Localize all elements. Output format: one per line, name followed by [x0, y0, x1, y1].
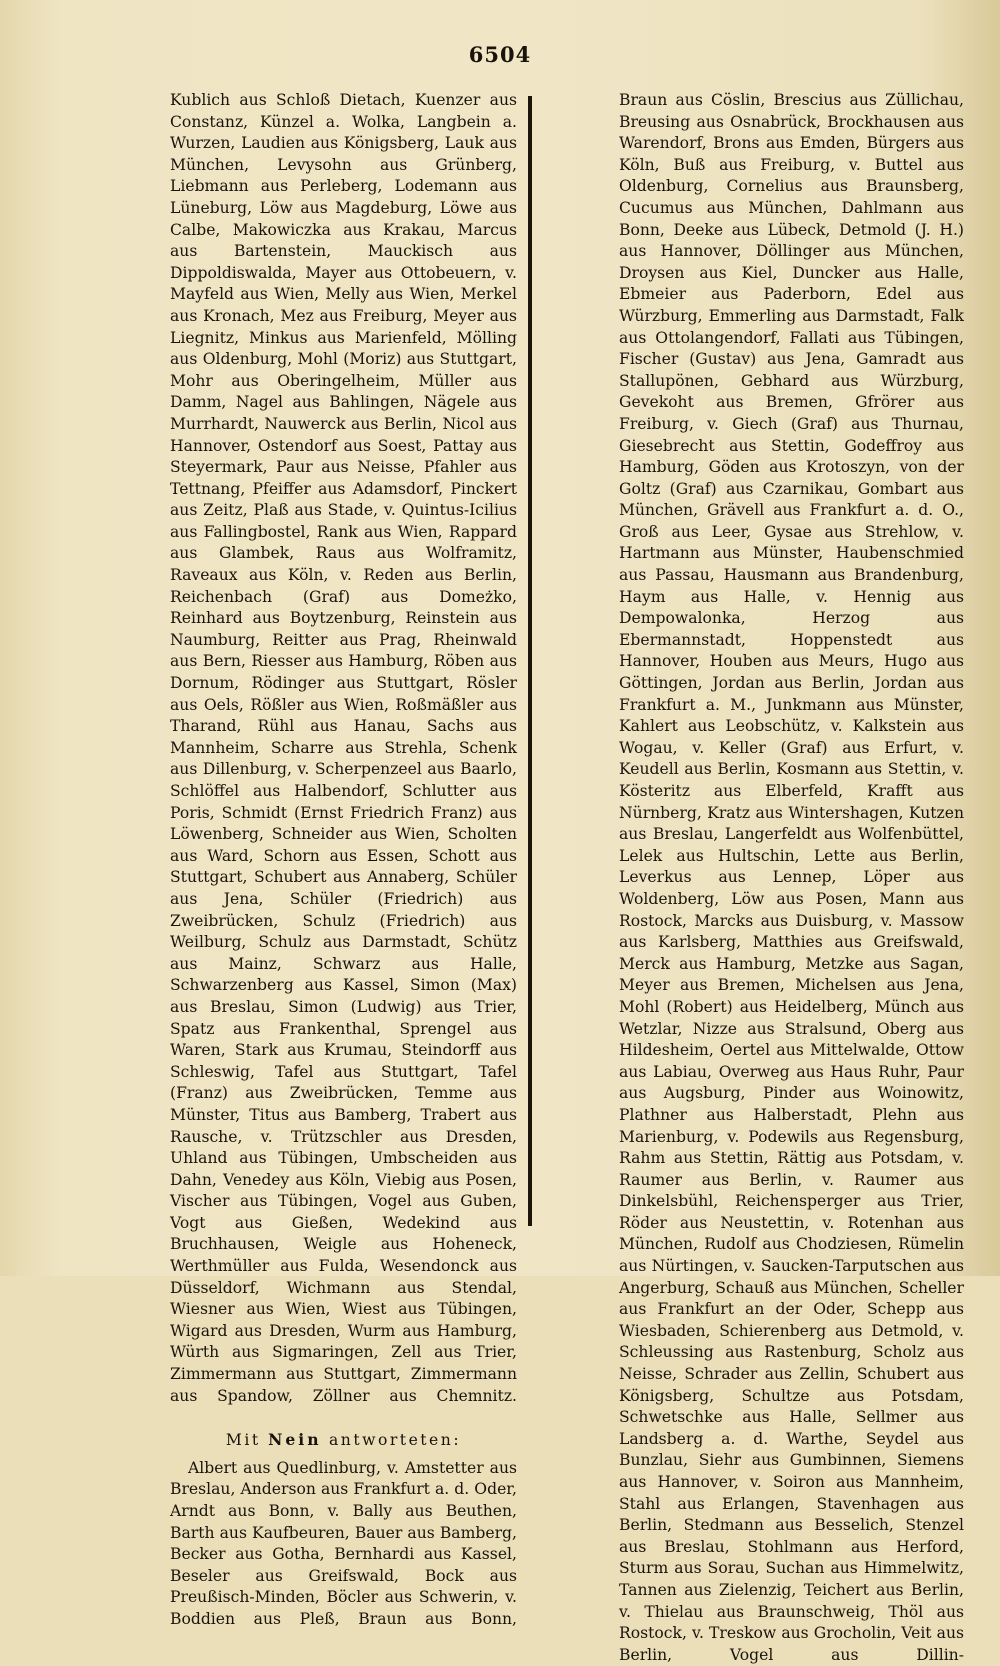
no-list-start: Albert aus Quedlinburg, v. Amstetter aus Breslau, Anderson aus Frankfurt a. d. Oder, Arndt aus Bonn, v. Bally aus Beuthen, Barth aus Kaufbeuren, Bauer aus Bamberg, Becker aus Gotha, Bernhardi aus Kassel, Beseler aus Greifswald, Bock aus Preußisch-Minden, Böcler aus Schwerin, v. Boddien aus Pleß, Braun aus Bonn,: [170, 1458, 517, 1628]
section-heading-no: [170, 1429, 517, 1452]
yes-list-continued: Kublich aus Schloß Dietach, Kuenzer aus Constanz, Künzel a. Wolka, Langbein a. Wurzen, Laudien aus Königsberg, Lauk aus München, Levysohn aus Grünberg, Liebmann aus Perleberg, Lodemann aus Lüneburg, Löw aus Magdeburg, Löwe aus Calbe, Makowiczka aus Krakau, Marcus aus Bartenstein, Mauckisch aus Dippoldiswalda, Mayer aus Ottobeuern, v. Mayfeld aus Wien, Melly aus Wien, Merkel aus Kronach, Mez aus Freiburg, Meyer aus Liegnitz, Minkus aus Marienfeld, Mölling aus Oldenburg, Mohl (Moriz) aus Stuttgart, Mohr aus Oberingelheim, Müller aus Damm, Nagel aus Bahlingen, Nägele aus Murrhardt, Nauwerck aus Berlin, Nicol aus Hannover, Ostendorf aus Soest, Pattay aus Steyermark, Paur aus Neisse, Pfahler aus Tettnang, Pfeiffer aus Adamsdorf, Pinckert aus Zeitz, Plaß aus Stade, v. Quintus-Icilius aus Fallingbostel, Rank aus Wien, Rappard aus Glambek, Raus aus Wolframitz, Raveaux aus Köln, v. Reden aus Berlin, Reichenbach (Graf) aus Domeżko, Reinhard aus Boytzenburg, Reinstein aus Naumburg, Reitter aus Prag, Rheinwald aus Bern, Riesser aus Hamburg, Röben aus Dornum, Rödinger aus Stuttgart, Rösler aus Oels, Rößler aus Wien, Roßmäßler aus Tharand, Rühl aus Hanau, Sachs aus Mannheim, Scharre aus Strehla, Schenk aus Dillenburg, v. Scherpenzeel aus Baarlo, Schlöffel aus Halbendorf, Schlutter aus Poris, Schmidt (Ernst Friedrich Franz) aus Löwenberg, Schneider aus Wien, Scholten aus Ward, Schorn aus Essen, Schott aus Stuttgart, Schubert aus Annaberg, Schüler aus Jena, Schüler (Friedrich) aus Zweibrücken, Schulz (Friedrich) aus Weilburg, Schulz aus Darmstadt, Schütz aus Mainz, Schwarz aus Halle, Schwarzenberg aus Kassel, Simon (Max) aus Breslau, Simon (Ludwig) aus Trier, Spatz aus Frankenthal, Sprengel aus Waren, Stark aus Krumau, Steindorff aus Schleswig, Tafel aus Stuttgart, Tafel (Franz) aus Zweibrücken, Temme aus Münster, Titus aus Bamberg, Trabert aus Rausche, v. Trützschler aus Dresden, Uhland aus Tübingen, Umbscheiden aus Dahn, Venedey aus Köln, Viebig aus Posen, Vischer aus Tübingen, Vogel aus Guben, Vogt aus Gießen, Wedekind aus Bruchhausen, Weigle aus Hoheneck, Werthmüller aus Fulda, Wesendonck aus Düsseldorf, Wichmann aus Stendal, Wiesner aus Wien, Wiest aus Tübingen, Wigard aus Dresden, Wurm aus Hamburg, Würth aus Sigmaringen, Zell aus Trier, Zimmermann aus Stuttgart, Zimmermann aus Spandow, Zöllner aus Chemnitz.: [170, 91, 517, 1405]
heading-prefix: Mit: [225, 1431, 261, 1450]
page-number: 6504: [468, 42, 532, 67]
no-list-continued: Braun aus Cöslin, Brescius aus Züllichau, Breusing aus Osnabrück, Brockhausen aus Warendorf, Brons aus Emden, Bürgers aus Köln, Buß aus Freiburg, v. Buttel aus Oldenburg, Cornelius aus Braunsberg, Cucumus aus München, Dahlmann aus Bonn, Deeke aus Lübeck, Detmold (J. H.) aus Hannover, Döllinger aus München, Droysen aus Kiel, Duncker aus Halle, Ebmeier aus Paderborn, Edel aus Würzburg, Emmerling aus Darmstadt, Falk aus Ottolangendorf, Fallati aus Tübingen, Fischer (Gustav) aus Jena, Gamradt aus Stallupönen, Gebhard aus Würzburg, Gevekoht aus Bremen, Gfrörer aus Freiburg, v. Giech (Graf) aus Thurnau, Giesebrecht aus Stettin, Godeffroy aus Hamburg, Göden aus Krotoszyn, von der Goltz (Graf) aus Czarnikau, Gombart aus München, Grävell aus Frankfurt a. d. O., Groß aus Leer, Gysae aus Strehlow, v. Hartmann aus Münster, Haubenschmied aus Passau, Hausmann aus Brandenburg, Haym aus Halle, v. Hennig aus Dempowalonka, Herzog aus Ebermannstadt, Hoppenstedt aus Hannover, Houben aus Meurs, Hugo aus Göttingen, Jordan aus Berlin, Jordan aus Frankfurt a. M., Junkmann aus Münster, Kahlert aus Leobschütz, v. Kalkstein aus Wogau, v. Keller (Graf) aus Erfurt, v. Keudell aus Berlin, Kosmann aus Stettin, v. Kösteritz aus Elberfeld, Krafft aus Nürnberg, Kratz aus Wintershagen, Kutzen aus Breslau, Langerfeldt aus Wolfenbüttel, Lelek aus Hultschin, Lette aus Berlin, Leverkus aus Lennep, Löper aus Woldenberg, Löw aus Posen, Mann aus Rostock, Marcks aus Duisburg, v. Massow aus Karlsberg, Matthies aus Greifswald, Merck aus Hamburg, Metzke aus Sagan, Meyer aus Bremen, Michelsen aus Jena, Mohl (Robert) aus Heidelberg, Münch aus Wetzlar, Nizze aus Stralsund, Oberg aus Hildesheim, Oertel aus Mittelwalde, Ottow aus Labiau, Overweg aus Haus Ruhr, Paur aus Augsburg, Pinder aus Woinowitz, Plathner aus Halberstadt, Plehn aus Marienburg, v. Podewils aus Regensburg, Rahm aus Stettin, Rättig aus Potsdam, v. Raumer aus Berlin, v. Raumer aus Dinkelsbühl, Reichensperger aus Trier, Röder aus Neustettin, v. Rotenhan aus München, Rudolf aus Chodziesen, Rümelin aus Nürtingen, v. Saucken-Tarputschen aus Angerburg, Schauß aus München, Scheller aus Frankfurt an der Oder, Schepp aus Wiesbaden, Schierenberg aus Detmold, v. Schleussing aus Rastenburg, Scholz aus Neisse, Schrader aus Zellin, Schubert aus Königsberg, Schultze aus Potsdam, Schwetschke aus Halle, Sellmer aus Landsberg a. d. Warthe, Seydel aus Bunzlau, Siehr aus Gumbinnen, Siemens aus Hannover, v. Soiron aus Mannheim, Stahl aus Erlangen, Stavenhagen aus Berlin, Stedmann aus Besselich, Stenzel aus Breslau, Stohlmann aus Herford, Sturm aus Sorau, Suchan aus Himmelwitz, Tannen aus Zielenzig, Teichert aus Berlin, v. Thielau aus Braunschweig, Thöl aus Rostock, v. Treskow aus Grocholin, Veit aus Berlin, Vogel aus Dillin-: [619, 91, 964, 1664]
left-column: [170, 90, 517, 1631]
right-column: [619, 90, 964, 1666]
heading-suffix: antworteten:: [329, 1431, 462, 1450]
heading-keyword: Nein: [268, 1430, 322, 1450]
column-divider: [528, 96, 532, 1226]
